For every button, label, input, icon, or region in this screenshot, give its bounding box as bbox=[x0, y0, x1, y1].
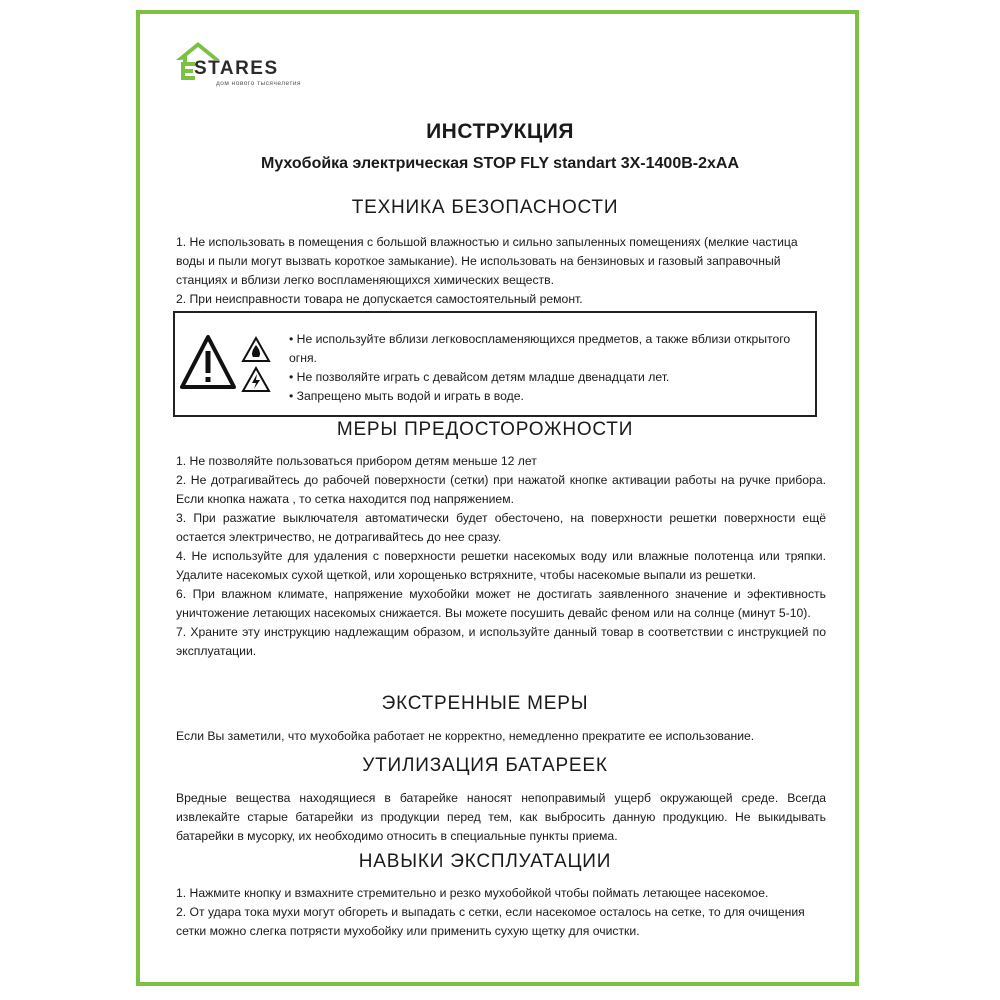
precautions-text bbox=[176, 452, 826, 661]
precautions-heading: МЕРЫ ПРЕДОСТОРОЖНОСТИ bbox=[336, 419, 634, 440]
safety-text bbox=[176, 233, 826, 309]
usage-heading: НАВЫКИ ЭКСПЛУАТАЦИИ bbox=[358, 851, 612, 872]
page-title: ИНСТРУКЦИЯ bbox=[426, 120, 574, 143]
logo-name: STARES bbox=[194, 58, 279, 79]
warning-item: • Запрещено мыть водой и играть в воде. bbox=[289, 389, 524, 403]
precaution-item: 6. При влажном климате, напряжение мухобойки может не достигать заявленного значение и эфективность уничтожение летающих насекомых снижается. Вы можете посушить девайс феном или на солнце (минут 5-10). bbox=[176, 587, 826, 620]
precaution-item: 2. Не дотрагивайтесь до рабочей поверхности (сетки) при нажатой кнопке активации работы на ручке прибора. Если кнопка нажата , то сетка находится под напряжением. bbox=[176, 473, 826, 506]
warning-item: • Не используйте вблизи легковоспламеняющихся предметов, а также вблизи открытого огня. bbox=[289, 332, 791, 365]
precaution-item: 1. Не позволяйте пользоваться прибором детям меньше 12 лет bbox=[176, 454, 537, 468]
emergency-heading: ЭКСТРЕННЫЕ МЕРЫ bbox=[381, 693, 589, 714]
warning-list bbox=[289, 330, 799, 406]
warning-box bbox=[173, 311, 817, 417]
batteries-heading: УТИЛИЗАЦИЯ БАТАРЕЕК bbox=[362, 755, 608, 776]
usage-item: 2. От удара тока мухи могут обгореть и выпадать с сетки, если насекомое осталось на сетке, то для очищения сетки можно слегка потрясти мухобойку или применить сухую щетку для очистки. bbox=[176, 905, 805, 938]
precaution-item: 4. Не используйте для удаления с поверхности решетки насекомых воду или влажные полотенца или тряпки. Удалите насекомых сухой щеткой, или хорощенько встряхните, чтобы насекомые выпали из решетки. bbox=[176, 549, 826, 582]
product-subtitle: Мухобойка электрическая STOP FLY standart 3X-1400B-2xAA bbox=[260, 155, 740, 172]
safety-item: 2. При неисправности товара не допускается самостоятельный ремонт. bbox=[176, 292, 583, 306]
logo-tagline: дом нового тысячелетия bbox=[216, 80, 302, 87]
usage-item: 1. Нажмите кнопку и взмахните стремительно и резко мухобойкой чтобы поймать летающее насекомое. bbox=[176, 886, 769, 900]
high-voltage-icon bbox=[243, 368, 269, 391]
safety-item: 1. Не использовать в помещения с большой влажностью и сильно запыленных помещениях (мелкие частица воды и пыли могут вызвать короткое замыкание). Не использовать на бензиновых и газовый заправочный станциях и вблизи легко воспламеняющихся химических веществ. bbox=[176, 235, 798, 287]
safety-heading: ТЕХНИКА БЕЗОПАСНОСТИ bbox=[351, 197, 619, 218]
warning-item: • Не позволяйте играть с девайсом детям младше двенадцати лет. bbox=[289, 370, 670, 384]
warning-icons bbox=[180, 335, 280, 397]
usage-text bbox=[176, 884, 826, 941]
warning-triangle-icon bbox=[182, 337, 234, 387]
precaution-item: 3. При разжатие выключателя автоматически будет обесточено, на поверхности решетки поверхности ещё остается электричество, не дотрагивайтесь до нее сразу. bbox=[176, 511, 826, 544]
flammable-icon bbox=[243, 338, 269, 361]
precaution-item: 7. Храните эту инструкцию надлежащим образом, и используйте данный товар в соответствии с инструкцией по эксплуатации. bbox=[176, 625, 826, 658]
emergency-text: Если Вы заметили, что мухобойка работает не корректно, немедленно прекратите ее использование. bbox=[176, 729, 755, 743]
batteries-text: Вредные вещества находящиеся в батарейке наносят непоправимый ущерб окружающей среде. Всегда извлекайте старые батарейки из продукции перед тем, как выбросить данную продукцию. Не выкидывать батарейки в мусорку, их необходимо относить в специальные пункты приема. bbox=[176, 791, 826, 843]
